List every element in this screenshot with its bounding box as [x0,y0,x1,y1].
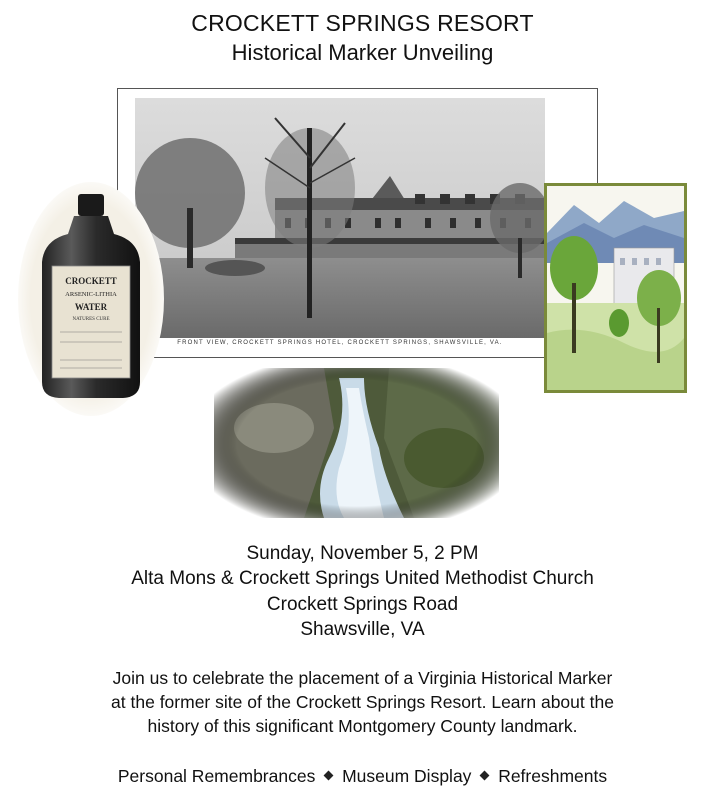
bottle-label-line3: WATER [74,302,108,312]
description-line-2: at the former site of the Crockett Springs Resort. Learn about the [111,692,614,712]
description-line-1: Join us to celebrate the placement of a Virginia Historical Marker [112,668,613,688]
event-road: Crockett Springs Road [266,594,459,615]
event-city: Shawsville, VA [300,619,425,640]
diamond-bullet-icon [324,770,334,780]
hotel-photo-caption: FRONT VIEW, CROCKETT SPRINGS HOTEL, CROCKETT SPRINGS, SHAWSVILLE, VA. [177,340,503,346]
diamond-bullet-icon [480,770,490,780]
page-subtitle: Historical Marker Unveiling [231,40,494,65]
bottle-photo [18,182,164,417]
bottle-label-line4: NATURES CURE [72,317,110,322]
event-venue: Alta Mons & Crockett Springs United Methodist Church [131,568,594,589]
activity-refreshments: Refreshments [498,766,608,786]
waterfall-photo [214,368,499,518]
mountain-painting [544,183,687,393]
hotel-photo [135,98,545,338]
bottle-label-line2: ARSENIC-LITHIA [65,291,117,298]
description-line-3: history of this significant Montgomery County landmark. [147,716,578,736]
activities-list [0,766,725,787]
activity-personal-remembrances: Personal Remembrances [117,766,316,786]
page-title: CROCKETT SPRINGS RESORT [191,10,534,36]
event-date-time: Sunday, November 5, 2 PM [246,543,479,564]
bottle-label-line1: CROCKETT [65,276,117,286]
activity-museum-display: Museum Display [342,766,472,786]
